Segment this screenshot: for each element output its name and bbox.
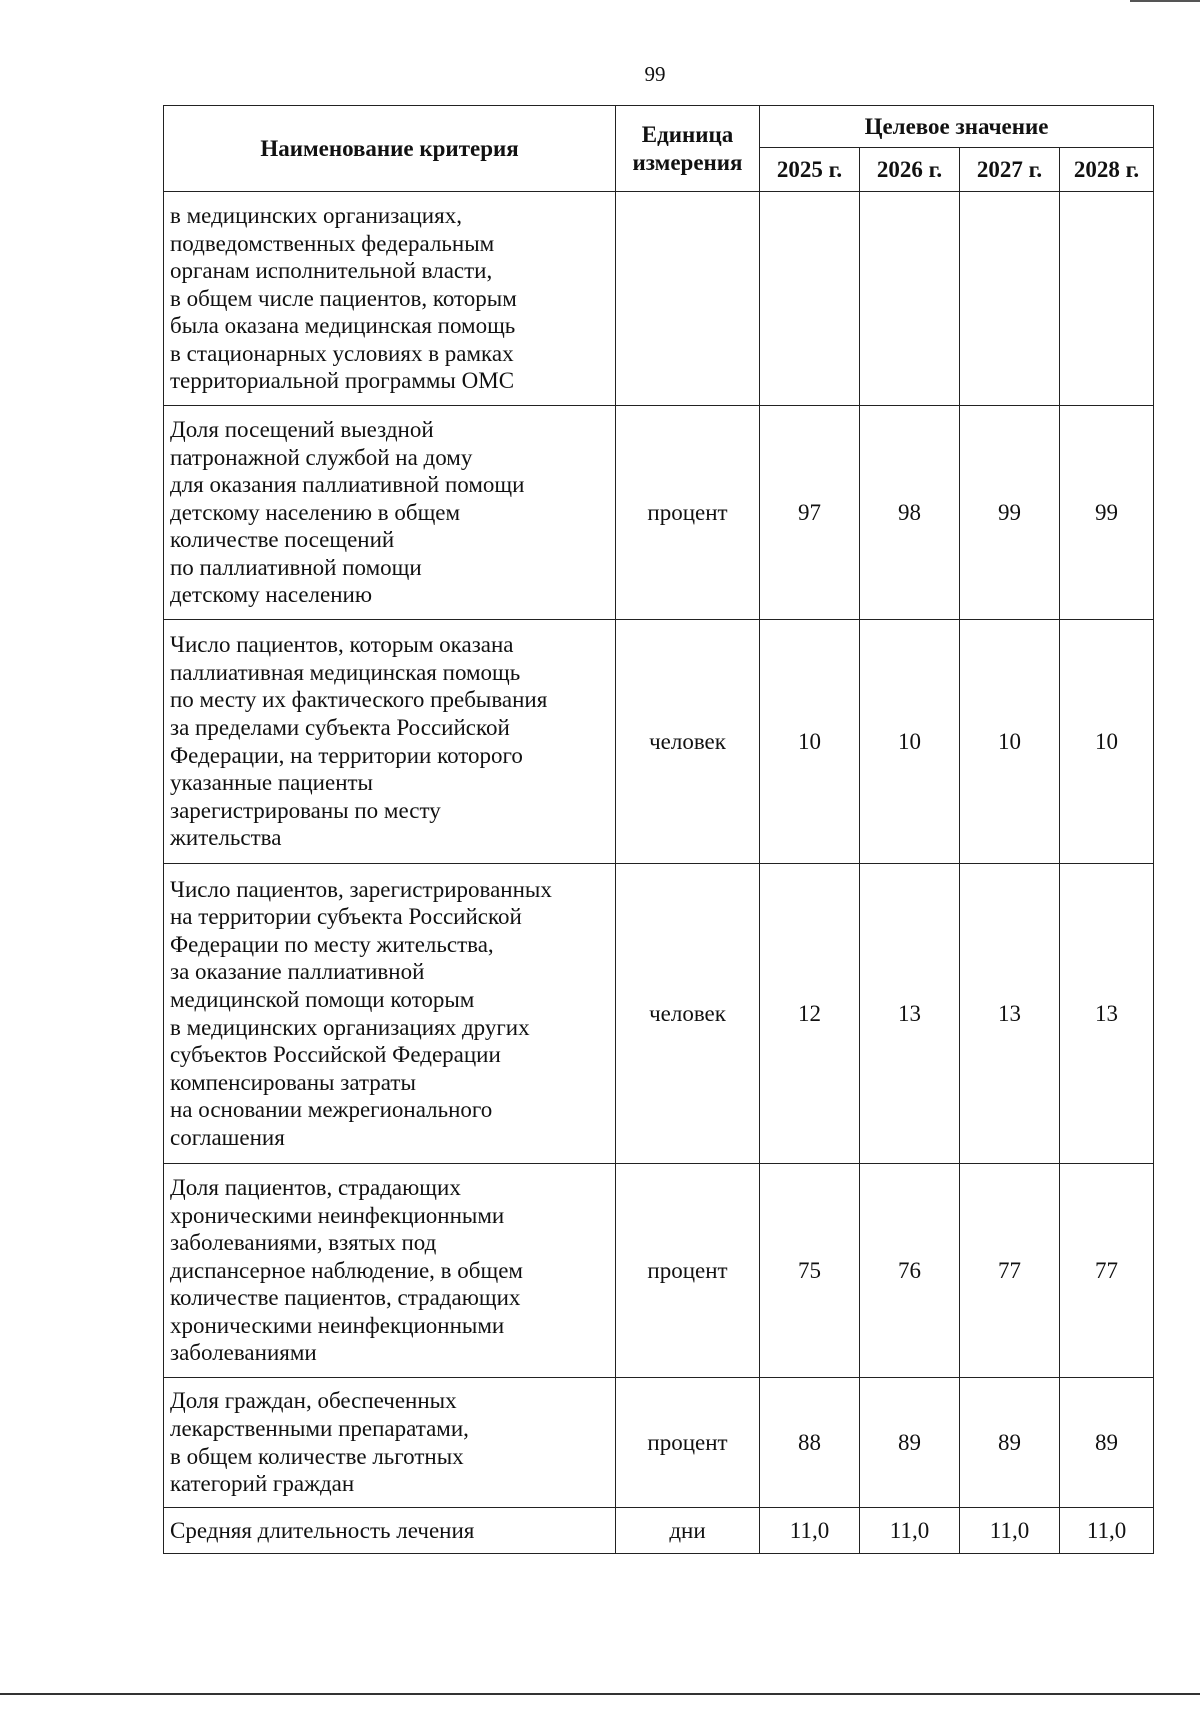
table-row [164,1508,1154,1554]
header-year: 2028 г. [1060,148,1154,192]
criterion-name: Число пациентов, зарегистрированных на территории субъекта Российской Федерации по месту жительства, за оказание паллиативной медицинской помощи которым в медицинских организациях других субъектов Российской Федерации компенсированы затраты на основании межрегионального соглашения [164,864,616,1164]
value-cell: 10 [860,620,960,864]
value-cell [1060,192,1154,406]
value-cell [860,192,960,406]
scan-edge-bottom [0,1693,1200,1695]
value-cell: 99 [960,406,1060,620]
table-row [164,1164,1154,1378]
value-cell: 10 [760,620,860,864]
table-row [164,406,1154,620]
header-year: 2027 г. [960,148,1060,192]
table-row [164,864,1154,1164]
value-cell: 13 [860,864,960,1164]
value-cell: 89 [1060,1378,1154,1508]
value-cell: 77 [1060,1164,1154,1378]
criterion-name: Доля пациентов, страдающих хроническими неинфекционными заболеваниями, взятых под диспансерное наблюдение, в общем количестве пациентов, страдающих хроническими неинфекционными заболеваниями [164,1164,616,1378]
value-cell: 10 [960,620,1060,864]
value-cell: 99 [1060,406,1154,620]
page-number: 99 [644,62,666,86]
value-cell: 13 [1060,864,1154,1164]
value-cell: 88 [760,1378,860,1508]
value-cell: 97 [760,406,860,620]
unit-cell: процент [616,1378,760,1508]
value-cell: 89 [860,1378,960,1508]
value-cell: 98 [860,406,960,620]
unit-cell: человек [616,620,760,864]
header-unit: Единица измерения [616,106,760,192]
value-cell: 89 [960,1378,1060,1508]
value-cell: 13 [960,864,1060,1164]
table-row [164,192,1154,406]
value-cell [760,192,860,406]
header-criterion: Наименование критерия [164,106,616,192]
criterion-name: Доля граждан, обеспеченных лекарственными препаратами, в общем количестве льготных категорий граждан [164,1378,616,1508]
value-cell: 12 [760,864,860,1164]
unit-cell [616,192,760,406]
unit-cell: человек [616,864,760,1164]
header-row-group [164,106,1154,148]
unit-cell: процент [616,1164,760,1378]
table-row [164,1378,1154,1508]
criterion-name: в медицинских организациях, подведомственных федеральным органам исполнительной власти, в общем числе пациентов, которым была оказана медицинская помощь в стационарных условиях в рамках территориальной программы ОМС [164,192,616,406]
scan-edge-top [1130,0,1200,2]
value-cell [960,192,1060,406]
criteria-table [163,105,1154,1554]
value-cell: 11,0 [1060,1508,1154,1554]
value-cell: 75 [760,1164,860,1378]
header-year: 2025 г. [760,148,860,192]
unit-cell: дни [616,1508,760,1554]
criterion-name: Доля посещений выездной патронажной службой на дому для оказания паллиативной помощи детскому населению в общем количестве посещений по паллиативной помощи детскому населению [164,406,616,620]
value-cell: 10 [1060,620,1154,864]
value-cell: 11,0 [960,1508,1060,1554]
header-year: 2026 г. [860,148,960,192]
criterion-name: Средняя длительность лечения [164,1508,616,1554]
unit-cell: процент [616,406,760,620]
criterion-name: Число пациентов, которым оказана паллиативная медицинская помощь по месту их фактического пребывания за пределами субъекта Российской Федерации, на территории которого указанные пациенты зарегистрированы по месту жительства [164,620,616,864]
header-target-value: Целевое значение [760,106,1154,148]
value-cell: 11,0 [760,1508,860,1554]
value-cell: 76 [860,1164,960,1378]
value-cell: 11,0 [860,1508,960,1554]
value-cell: 77 [960,1164,1060,1378]
table-row [164,620,1154,864]
